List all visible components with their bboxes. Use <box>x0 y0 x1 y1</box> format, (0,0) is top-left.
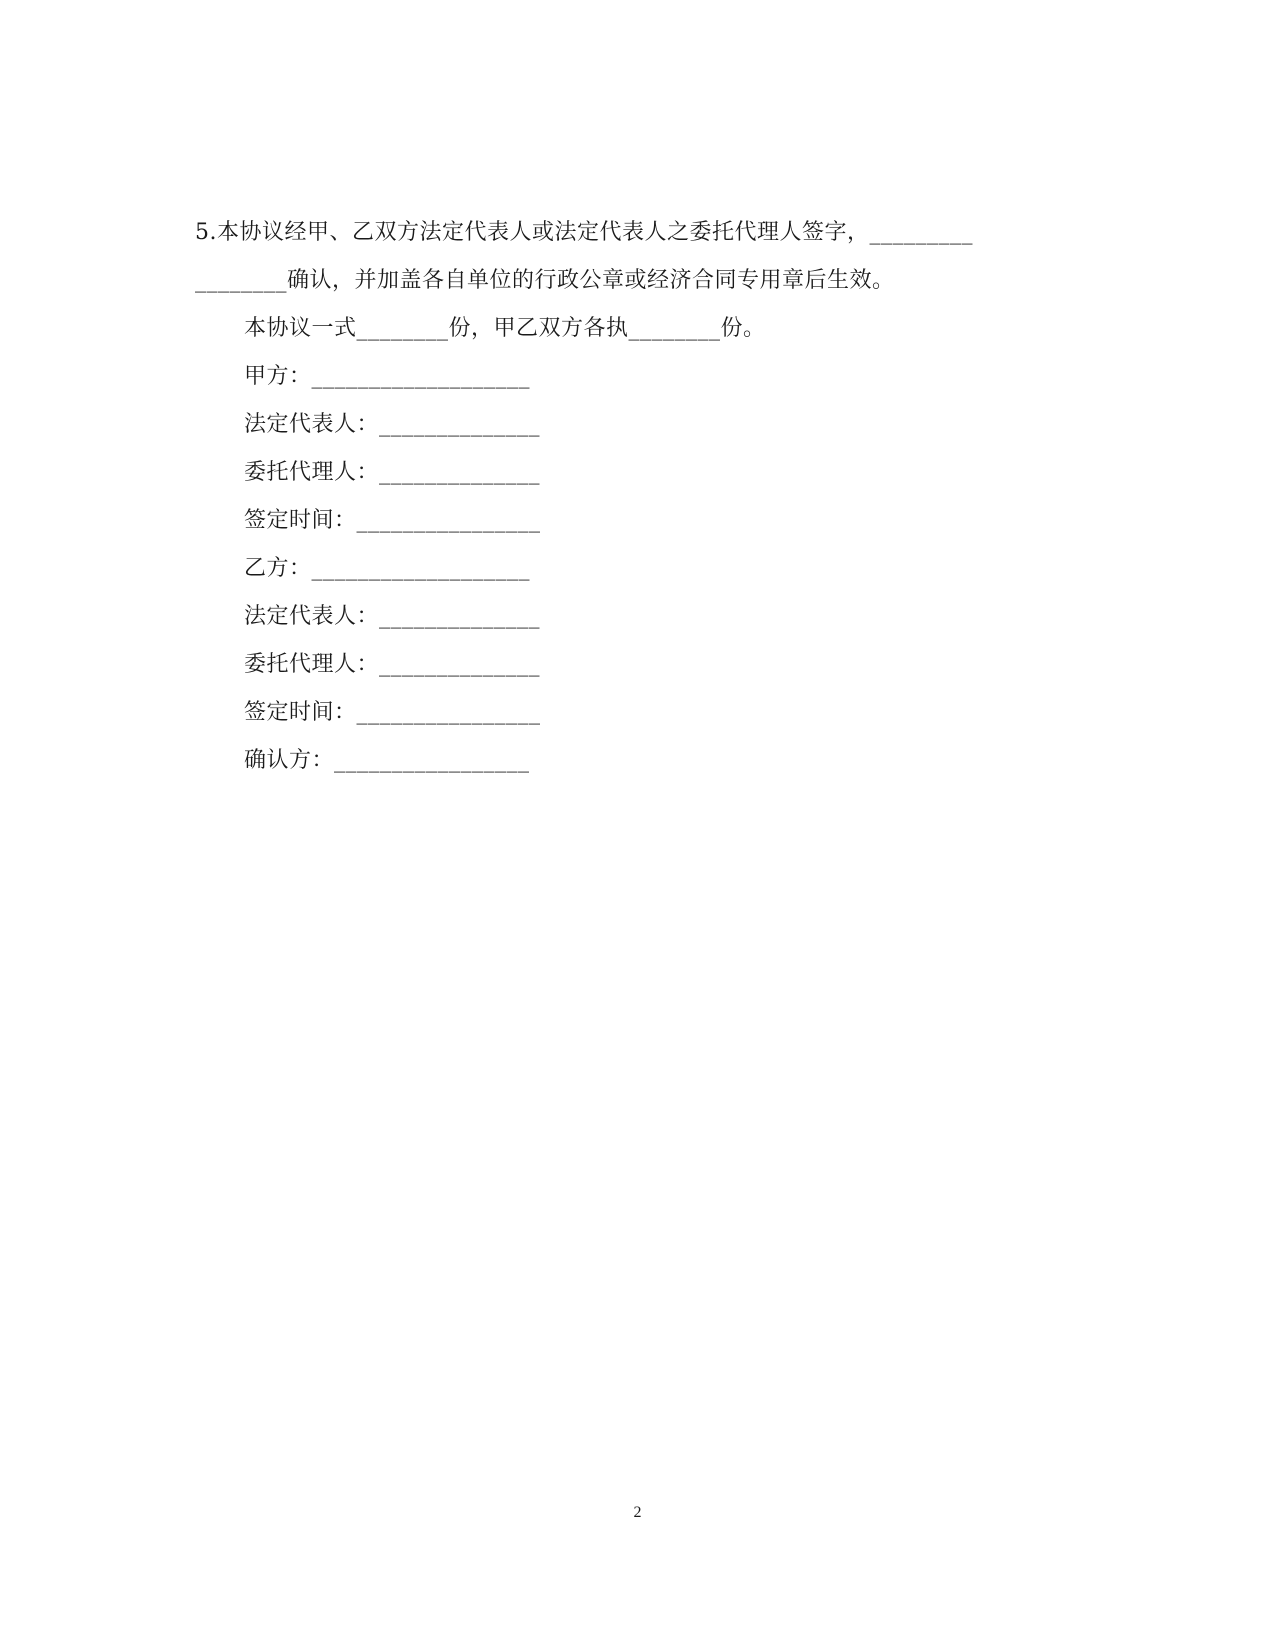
page-number: 2 <box>633 1504 642 1521</box>
party-b-legal-rep-field: 法定代表人：______________ <box>244 604 541 629</box>
clause-5-line-2: ________确认，并加盖各自单位的行政公章或经济合同专用章后生效。 <box>195 268 895 293</box>
party-a-agent-field: 委托代理人：______________ <box>244 460 541 485</box>
party-a-field: 甲方：___________________ <box>244 364 531 389</box>
clause-5-line-1: 5.本协议经甲、乙双方法定代表人或法定代表人之委托代理人签字，_________ <box>195 220 973 245</box>
confirming-party-field: 确认方：_________________ <box>244 748 530 773</box>
party-a-legal-rep-field: 法定代表人：______________ <box>244 412 541 437</box>
copies-line: 本协议一式________份，甲乙双方各执________份。 <box>244 316 766 341</box>
party-a-sign-date-field: 签定时间：________________ <box>244 508 541 533</box>
party-b-sign-date-field: 签定时间：________________ <box>244 700 541 725</box>
party-b-agent-field: 委托代理人：______________ <box>244 652 541 677</box>
party-b-field: 乙方：___________________ <box>244 556 531 581</box>
